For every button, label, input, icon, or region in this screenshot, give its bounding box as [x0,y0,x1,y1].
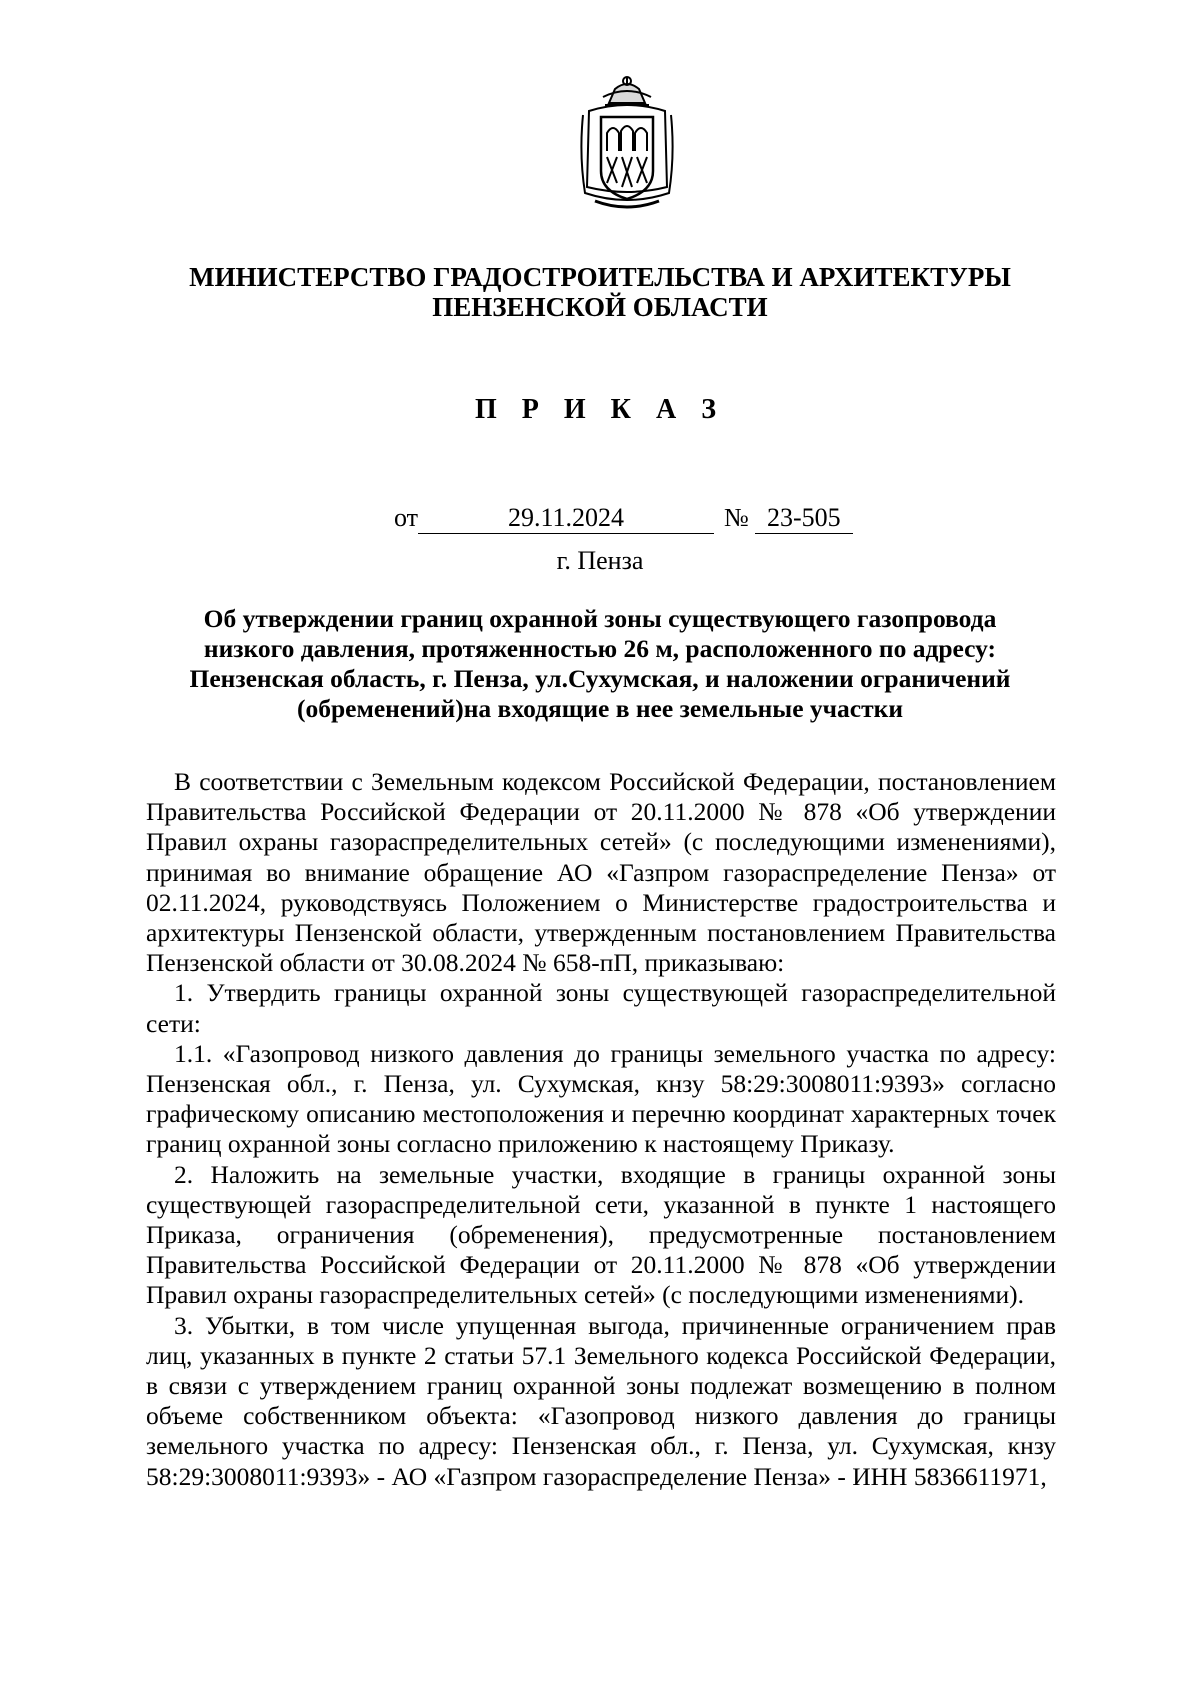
ministry-name-line-2: ПЕНЗЕНСКОЙ ОБЛАСТИ [432,292,768,322]
subject-line-4: (обременений)на входящие в нее земельные участки [296,694,904,723]
paragraph-item-1: 1. Утвердить границы охранной зоны существующей газораспределительной сети: [146,978,1056,1038]
paragraph-item-1-1: 1.1. «Газопровод низкого давления до границы земельного участка по адресу: Пензенская обл., г. Пенза, ул. Сухумская, кнзу 58:29:3008011:9393» согласно графическому описанию местоположения и перечню координат характерных точек границ охранной зоны согласно приложению к настоящему Приказу. [146,1038,1056,1159]
date-prefix: от [394,503,419,532]
city: г. Пенза [556,546,644,575]
subject-line-3: Пензенская область, г. Пенза, ул.Сухумская, и наложении ограничений [189,664,1011,693]
order-subject [150,604,1050,724]
paragraph-item-3: 3. Убытки, в том числе упущенная выгода, причиненные ограничением прав лиц, указанных в пункте 2 статьи 57.1 Земельного кодекса Российской Федерации, в связи с утверждением границ охранной зоны подлежат возмещению в полном объеме собственником объекта: «Газопровод низкого давления до границы земельного участка по адресу: Пензенская обл., г. Пенза, ул. Сухумская, кнзу 58:29:3008011:9393» - АО «Газпром газораспределение Пенза» - ИНН 5836611971, [146,1310,1056,1491]
order-number: 23-505 [755,503,853,534]
order-title: П Р И К А З [475,394,725,425]
paragraph-preamble: В соответствии с Земельным кодексом Российской Федерации, постановлением Правительства Российской Федерации от 20.11.2000 № 878 «Об утверждении Правил охраны газораспределительных сетей» (с последующими изменениями), принимая во внимание обращение АО «Газпром газораспределение Пенза» от 02.11.2024, руководствуясь Положением о Министерстве градостроительства и архитектуры Пензенской области, утвержденным постановлением Правительства Пензенской области от 30.08.2024 № 658-пП, приказываю: [146,767,1056,978]
number-sign: № [724,503,749,532]
order-date: 29.11.2024 [418,503,714,534]
order-body [146,767,1056,1492]
paragraph-item-2: 2. Наложить на земельные участки, входящие в границы охранной зоны существующей газораспределительной сети, указанной в пункте 1 настоящего Приказа, ограничения (обременения), предусмотренные постановлением Правительства Российской Федерации от 20.11.2000 № 878 «Об утверждении Правил охраны газораспределительных сетей» (с последующими изменениями). [146,1159,1056,1310]
ministry-name [0,262,1200,322]
ministry-name-line-1: МИНИСТЕРСТВО ГРАДОСТРОИТЕЛЬСТВА И АРХИТЕКТУРЫ [189,262,1011,292]
subject-line-1: Об утверждении границ охранной зоны существующего газопровода [203,604,997,633]
order-date-number-line [394,503,853,533]
penza-coat-of-arms-icon [575,75,679,215]
subject-line-2: низкого давления, протяженностью 26 м, расположенного по адресу: [203,634,997,663]
